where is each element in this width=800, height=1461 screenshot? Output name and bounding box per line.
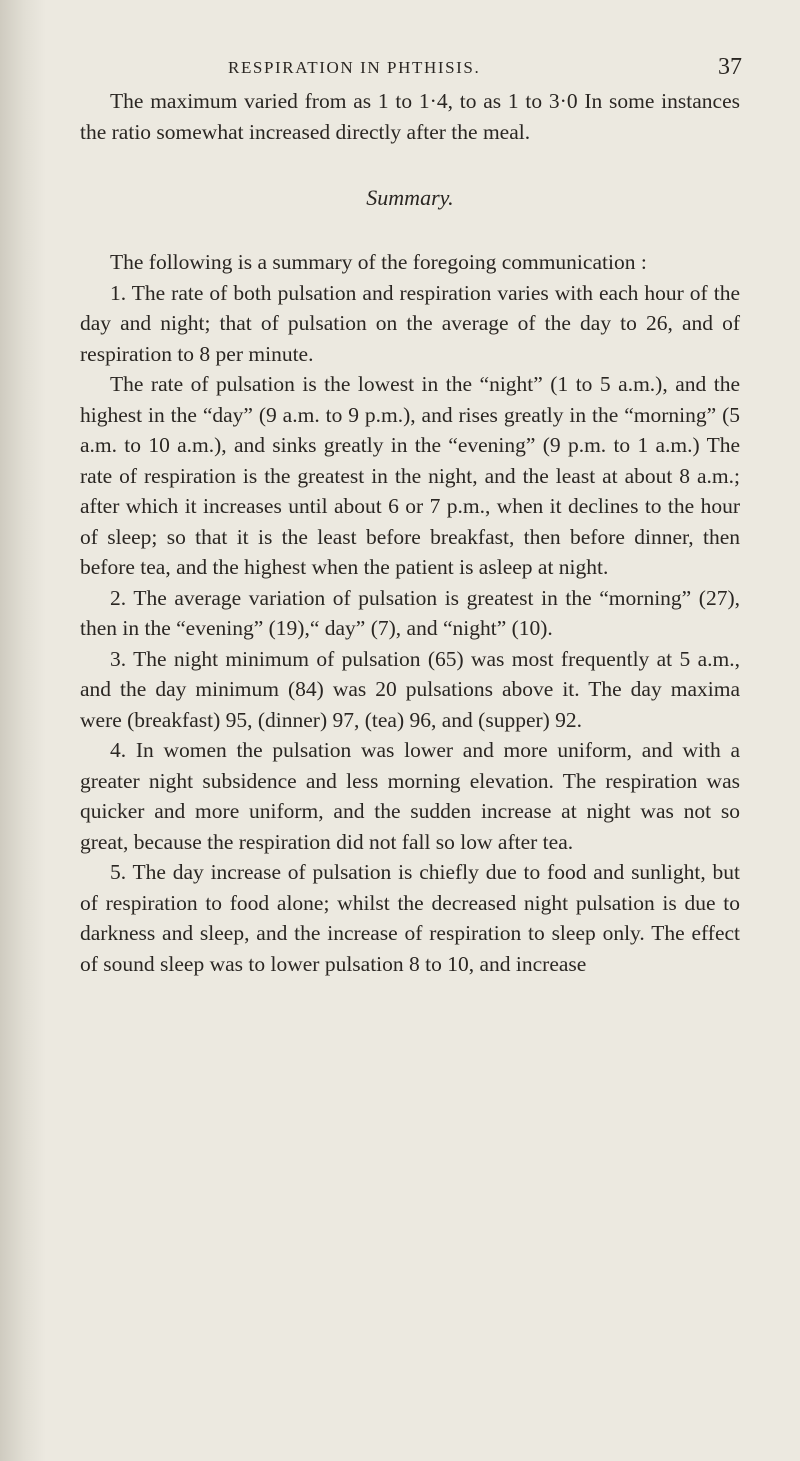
page-number: 37 [718,54,742,80]
summary-intro-paragraph: The following is a summary of the foregoing communication : [110,250,647,274]
summary-point-3: 3. The night minimum of pulsation (65) was most frequently at 5 a.m., and the day minimum (84) was 20 pulsations above it. The day maxima were (breakfast) 95, (dinner) 97, (tea) 96, and (supper) 92. [80,646,740,732]
summary-point-1-continued: The rate of pulsation is the lowest in the “night” (1 to 5 a.m.), and the highest in the “day” (9 a.m. to 9 p.m.), and rises greatly in the “morning” (5 a.m. to 10 a.m.), and sinks greatly in the “evening” (9 p.m. to 1 a.m.) The rate of respiration is the greatest in the night, and the least at about 8 a.m.; after which it increases until about 6 or 7 p.m., when it declines to the hour of sleep; so that it is the least before breakfast, then before dinner, then before tea, and the highest when the patient is asleep at night. [80,372,740,579]
summary-point-2: 2. The average variation of pulsation is greatest in the “morning” (27), then in the “evening” (19),“ day” (7), and “night” (10). [80,585,740,640]
intro-paragraph: The maximum varied from as 1 to 1·4, to as 1 to 3·0 In some instances the ratio somewhat increased directly after the meal. [80,89,740,144]
section-title: Summary. [366,185,454,210]
summary-point-1: 1. The rate of both pulsation and respiration varies with each hour of the day and night; that of pulsation on the average of the day to 26, and of respiration to 8 per minute. [80,280,740,366]
page-body [80,86,740,979]
page-gutter-shadow [0,0,46,1461]
summary-point-4: 4. In women the pulsation was lower and more uniform, and with a greater night subsidence and less morning elevation. The respiration was quicker and more uniform, and the sudden increase at night was not so great, because the respiration did not fall so low after tea. [80,738,740,854]
summary-point-5: 5. The day increase of pulsation is chiefly due to food and sunlight, but of respiration to food alone; whilst the decreased night pulsation is due to darkness and sleep, and the increase of respiration to sleep only. The effect of sound sleep was to lower pulsation 8 to 10, and increase [80,860,740,976]
running-head: RESPIRATION IN PHTHISIS. [228,58,481,77]
page-header [100,54,742,84]
